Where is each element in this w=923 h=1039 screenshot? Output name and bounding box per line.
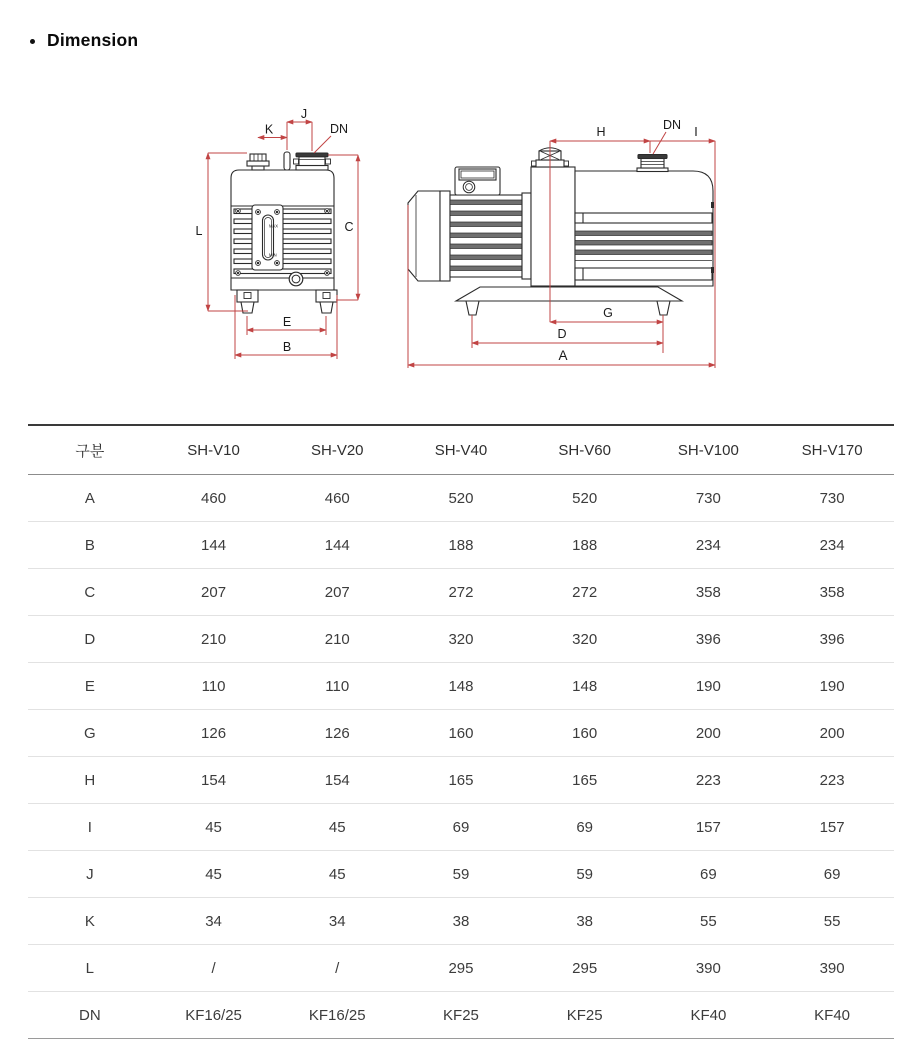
row-label: G [28,710,152,757]
pump-side-view-drawing [400,103,745,380]
table-cell: 55 [647,898,771,945]
table-cell: 207 [275,569,399,616]
table-cell: 730 [647,475,771,522]
page-title: Dimension [47,30,139,50]
label-A: A [558,348,568,363]
row-label: I [28,804,152,851]
column-header-model: SH-V40 [399,425,523,475]
label-DN: DN [329,122,349,136]
dimension-table-container [28,424,894,1039]
table-row [28,569,894,616]
table-cell: 157 [647,804,771,851]
row-label: DN [28,992,152,1039]
table-cell: 148 [399,663,523,710]
exhaust-port [247,154,269,170]
row-label: E [28,663,152,710]
table-cell: 190 [647,663,771,710]
table-cell: 460 [152,475,276,522]
table-cell: 272 [523,569,647,616]
column-header-model: SH-V100 [647,425,771,475]
table-row [28,663,894,710]
table-cell: 165 [399,757,523,804]
table-cell: 69 [523,804,647,851]
label-G: G [603,306,613,320]
table-cell: 154 [275,757,399,804]
table-cell: 148 [523,663,647,710]
table-row [28,898,894,945]
front-pump-outline [231,152,337,313]
table-cell: 160 [523,710,647,757]
motor-end-bell [408,191,440,281]
table-cell: 55 [770,898,894,945]
row-label: H [28,757,152,804]
table-cell: 200 [647,710,771,757]
table-cell: 110 [152,663,276,710]
side-inlet-port [637,155,668,172]
table-cell: 110 [275,663,399,710]
table-cell: 358 [647,569,771,616]
table-cell: 144 [275,522,399,569]
table-cell: 144 [152,522,276,569]
row-label: C [28,569,152,616]
label-L: L [195,224,203,238]
table-cell: 69 [647,851,771,898]
table-cell: 320 [399,616,523,663]
table-cell: 390 [647,945,771,992]
label-H: H [596,125,606,139]
table-cell: 69 [399,804,523,851]
front-feet [237,290,337,313]
table-row [28,710,894,757]
table-cell: 34 [152,898,276,945]
junction-box [455,167,500,195]
table-header-row [28,425,894,475]
column-header-model: SH-V60 [523,425,647,475]
table-cell: 390 [770,945,894,992]
side-pump-outline [408,148,714,315]
row-label: J [28,851,152,898]
gas-ballast-knob [284,152,290,170]
label-DN-side: DN [662,118,682,132]
column-header-model: SH-V170 [770,425,894,475]
label-K: K [264,122,274,137]
table-cell: KF40 [770,992,894,1039]
pump-front-view-drawing [190,100,395,380]
table-cell: 59 [523,851,647,898]
motor-adapter [522,193,531,279]
label-C: C [344,220,354,234]
table-cell: 190 [770,663,894,710]
table-cell: 45 [275,851,399,898]
table-row [28,616,894,663]
table-cell: 154 [152,757,276,804]
table-row [28,992,894,1039]
label-D: D [557,327,567,341]
row-label: D [28,616,152,663]
table-cell: 272 [399,569,523,616]
table-cell: KF16/25 [275,992,399,1039]
table-cell: 157 [770,804,894,851]
table-cell: 59 [399,851,523,898]
table-cell: KF40 [647,992,771,1039]
section-title-row [30,30,138,51]
inlet-port [294,153,331,170]
table-cell: 396 [770,616,894,663]
table-cell: 358 [770,569,894,616]
sight-glass [252,205,283,270]
table-cell: 234 [647,522,771,569]
table-cell: 460 [275,475,399,522]
table-cell: 210 [152,616,276,663]
row-label: L [28,945,152,992]
table-cell: 223 [647,757,771,804]
body-stripes [575,202,714,280]
table-cell: / [275,945,399,992]
table-cell: 38 [399,898,523,945]
dn-leader-line [314,136,331,153]
table-cell: KF25 [523,992,647,1039]
sight-glass-max-label: MAX [269,223,279,229]
sight-glass-min-label: MIN [269,252,277,258]
table-row [28,851,894,898]
column-header-model: SH-V10 [152,425,276,475]
table-row [28,475,894,522]
table-cell: 188 [399,522,523,569]
table-cell: KF16/25 [152,992,276,1039]
label-B: B [282,340,292,354]
table-cell: 160 [399,710,523,757]
bullet-icon [30,39,35,44]
row-label: K [28,898,152,945]
side-dn-leader [653,132,666,154]
table-head [28,425,894,475]
table-cell: 396 [647,616,771,663]
table-row [28,804,894,851]
table-cell: 520 [399,475,523,522]
drain-plug [289,272,303,286]
table-cell: KF25 [399,992,523,1039]
table-cell: 295 [523,945,647,992]
table-cell: 295 [399,945,523,992]
table-cell: 730 [770,475,894,522]
base-plate [456,287,682,315]
table-cell: 69 [770,851,894,898]
row-label: A [28,475,152,522]
table-cell: 223 [770,757,894,804]
table-cell: 45 [275,804,399,851]
table-row [28,522,894,569]
table-cell: 126 [275,710,399,757]
table-cell: 234 [770,522,894,569]
table-cell: 45 [152,804,276,851]
center-section [531,167,575,286]
table-cell: 165 [523,757,647,804]
table-cell: 520 [523,475,647,522]
table-row [28,757,894,804]
table-cell: / [152,945,276,992]
table-cell: 126 [152,710,276,757]
table-cell: 207 [152,569,276,616]
table-cell: 200 [770,710,894,757]
row-label: B [28,522,152,569]
table-cell: 188 [523,522,647,569]
table-cell: 320 [523,616,647,663]
table-body [28,475,894,1039]
label-J: J [300,107,308,121]
label-I: I [694,125,698,139]
table-cell: 38 [523,898,647,945]
column-header-category: 구분 [28,425,152,475]
table-cell: 45 [152,851,276,898]
label-E: E [282,315,292,329]
dimension-table [28,424,894,1039]
column-header-model: SH-V20 [275,425,399,475]
table-row [28,945,894,992]
table-cell: 34 [275,898,399,945]
table-cell: 210 [275,616,399,663]
